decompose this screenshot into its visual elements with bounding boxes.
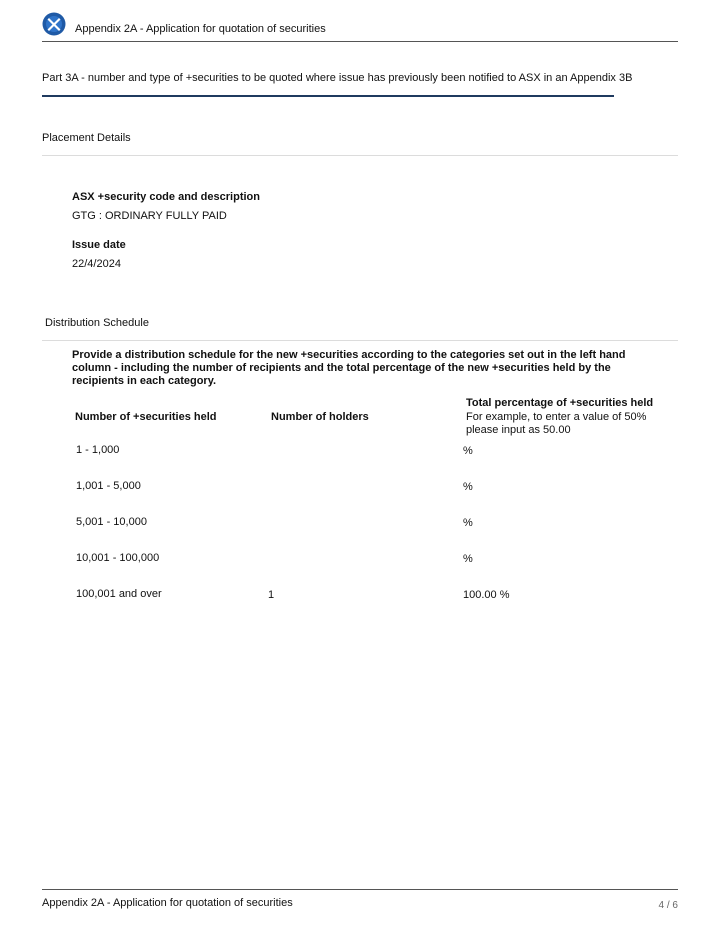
row-range: 5,001 - 10,000 <box>76 516 147 528</box>
row-percent: % <box>463 553 473 565</box>
issue-date-label: Issue date <box>72 239 126 251</box>
part-divider <box>42 95 614 97</box>
header-divider <box>42 41 678 42</box>
distribution-divider <box>42 340 678 341</box>
row-percent: % <box>463 445 473 457</box>
page-number: 4 / 6 <box>658 900 678 911</box>
row-percent: % <box>463 517 473 529</box>
row-holders: 1 <box>268 589 275 601</box>
col-percentage-hint: For example, to enter a value of 50% please input as 50.00 <box>466 411 647 436</box>
placement-divider <box>42 155 678 156</box>
row-range: 100,001 and over <box>76 588 162 600</box>
row-percent: 100.00 % <box>463 589 510 601</box>
part-title: Part 3A - number and type of +securities to be quoted where issue has previously been notified to ASX in an Appendix 3B <box>42 72 633 84</box>
row-range: 10,001 - 100,000 <box>76 552 160 564</box>
row-percent: % <box>463 481 473 493</box>
security-code-label: ASX +security code and description <box>72 191 260 203</box>
issue-date-value: 22/4/2024 <box>72 258 121 270</box>
footer-divider <box>42 889 678 890</box>
security-code-value: GTG : ORDINARY FULLY PAID <box>72 210 227 222</box>
asx-logo-icon <box>42 12 66 36</box>
distribution-intro: Provide a distribution schedule for the new +securities according to the categories set out in the left hand column - including the number of recipients and the total percentage of the new +securities held by the recipients in each category. <box>72 349 626 387</box>
distribution-section-title: Distribution Schedule <box>45 317 149 329</box>
footer-title: Appendix 2A - Application for quotation of securities <box>42 897 293 909</box>
col-percentage-header: Total percentage of +securities held <box>466 397 654 409</box>
row-range: 1 - 1,000 <box>76 444 120 456</box>
header-title: Appendix 2A - Application for quotation of securities <box>75 23 326 35</box>
col-holders-header: Number of holders <box>271 411 369 423</box>
placement-section-title: Placement Details <box>42 132 131 144</box>
row-range: 1,001 - 5,000 <box>76 480 141 492</box>
col-securities-held-header: Number of +securities held <box>75 411 217 423</box>
